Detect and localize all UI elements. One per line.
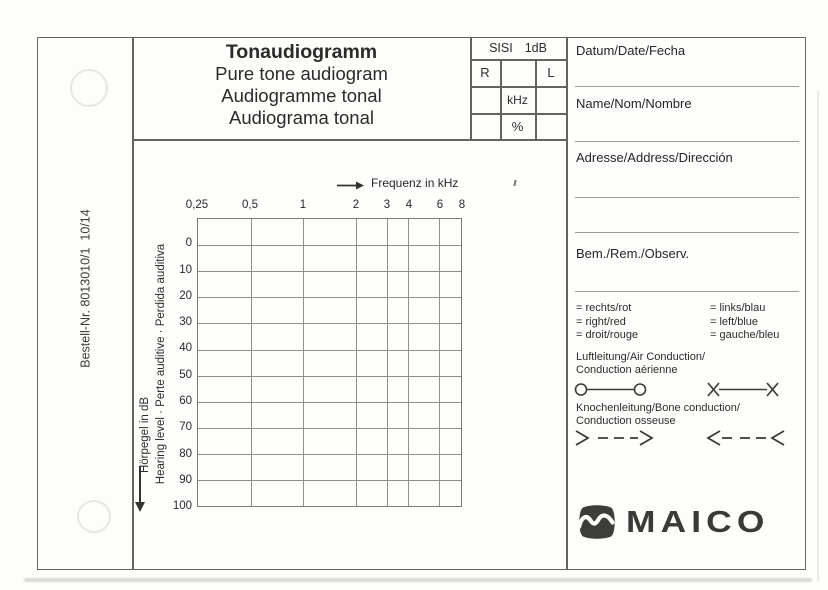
sisi-title: SISI (489, 41, 513, 55)
legend-item: = droit/rouge (576, 329, 639, 341)
grid-line-horizontal (198, 245, 461, 246)
grid-line-horizontal (198, 350, 461, 351)
sisi-header (470, 37, 566, 59)
y-tick-label: 10 (179, 263, 192, 276)
field-label-name: Name/Nom/Nombre (576, 96, 692, 111)
x-tick-label: 2 (352, 199, 360, 211)
punch-hole-top (70, 69, 108, 107)
maico-logo-icon (575, 503, 619, 541)
grid-line-horizontal (198, 428, 461, 429)
y-tick-label: 70 (179, 421, 192, 434)
form-title-fr: Audiogramme tonal (221, 85, 382, 106)
y-axis-label-secondary: Hearing level · Perte auditive · Perdida auditiva (155, 243, 167, 485)
air-right-symbol-icon (574, 382, 648, 397)
legend-left-ear (710, 302, 779, 343)
sisi-cell-left: L (547, 65, 555, 80)
legend-item: = right/red (576, 315, 626, 328)
x-axis-label: Frequenz in kHz (371, 176, 459, 190)
field-label-date: Datum/Date/Fecha (576, 43, 686, 58)
field-write-line (575, 86, 799, 87)
y-tick-label: 80 (179, 447, 192, 460)
x-tick-label: 0,25 (185, 199, 209, 211)
field-label-address: Adresse/Address/Dirección (576, 150, 733, 165)
bone-left-symbol-icon (706, 429, 786, 447)
grid-line-horizontal (198, 271, 461, 272)
title-block (133, 41, 470, 129)
maico-wordmark: MAICO (626, 504, 770, 539)
order-number: Bestell-Nr. 8013010/1 10/14 (78, 209, 93, 368)
y-tick-label: 30 (179, 316, 192, 329)
right-arrow-icon (337, 181, 364, 190)
grid-line-horizontal (198, 297, 461, 298)
field-write-line (575, 141, 799, 142)
x-tick-label: 4 (405, 199, 413, 211)
sisi-table (470, 37, 566, 140)
grid-line-horizontal (198, 376, 461, 377)
y-tick-label: 20 (179, 289, 192, 302)
right-column-divider (566, 37, 568, 570)
legend-item: = links/blau (710, 302, 766, 314)
y-tick-label: 90 (179, 473, 192, 486)
x-tick-label: 3 (383, 199, 391, 211)
grid-line-horizontal (198, 402, 461, 403)
legend-item: = gauche/bleu (710, 329, 780, 341)
x-tick-label: 1 (299, 199, 307, 211)
sisi-cell-khz: kHz (507, 92, 528, 107)
scan-shadow-bottom (24, 578, 812, 582)
field-label-remarks: Bem./Rem./Observ. (576, 246, 690, 261)
grid-line-vertical (303, 219, 304, 506)
legend-right-ear (576, 302, 638, 343)
maico-logo (575, 503, 770, 541)
down-arrow-icon (133, 466, 147, 512)
y-tick-label: 50 (179, 368, 192, 381)
form-title-de: Tonaudiogramm (225, 41, 378, 63)
x-tick-label: 8 (458, 199, 466, 211)
sisi-level: 1dB (524, 41, 547, 55)
grid-line-horizontal (198, 323, 461, 324)
grid-line-vertical (356, 219, 357, 506)
bone-conduction-label: Knochenleitung/Bone conduction/ (576, 402, 740, 414)
grid-line-vertical (408, 219, 409, 506)
y-tick-label: 0 (185, 237, 192, 250)
grid-line-horizontal (198, 480, 461, 481)
y-tick-label: 60 (179, 394, 192, 407)
field-write-line (575, 291, 799, 292)
grid-line-vertical (387, 219, 388, 506)
x-tick-label: 6 (436, 199, 444, 211)
air-conduction-label-line2: Conduction aérienne (576, 364, 678, 376)
bone-right-symbol-icon (574, 429, 654, 447)
bone-conduction-label-line2: Conduction osseuse (576, 415, 676, 427)
legend-item: = rechts/rot (576, 302, 632, 314)
y-tick-label: 40 (179, 342, 192, 355)
scan-shadow-right (817, 90, 819, 582)
sisi-cell-right: R (480, 65, 490, 80)
x-tick-label: 0,5 (242, 199, 258, 211)
form-title-es: Audiograma tonal (228, 107, 374, 128)
y-axis-label-primary: Hörpegel in dB (139, 396, 151, 474)
audiogram-grid (197, 218, 462, 507)
sisi-cell-percent: % (511, 119, 524, 134)
grid-line-horizontal (198, 454, 461, 455)
field-write-line (575, 232, 799, 233)
air-conduction-label: Luftleitung/Air Conduction/ (576, 351, 706, 363)
form-title-en: Pure tone audiogram (215, 63, 388, 84)
grid-line-vertical (251, 219, 252, 506)
air-left-symbol-icon (706, 381, 780, 398)
grid-line-vertical (439, 219, 440, 506)
legend-item: = left/blue (710, 315, 759, 328)
y-tick-label: 100 (172, 500, 192, 512)
field-write-line (575, 197, 799, 198)
punch-hole-bottom (77, 500, 111, 533)
